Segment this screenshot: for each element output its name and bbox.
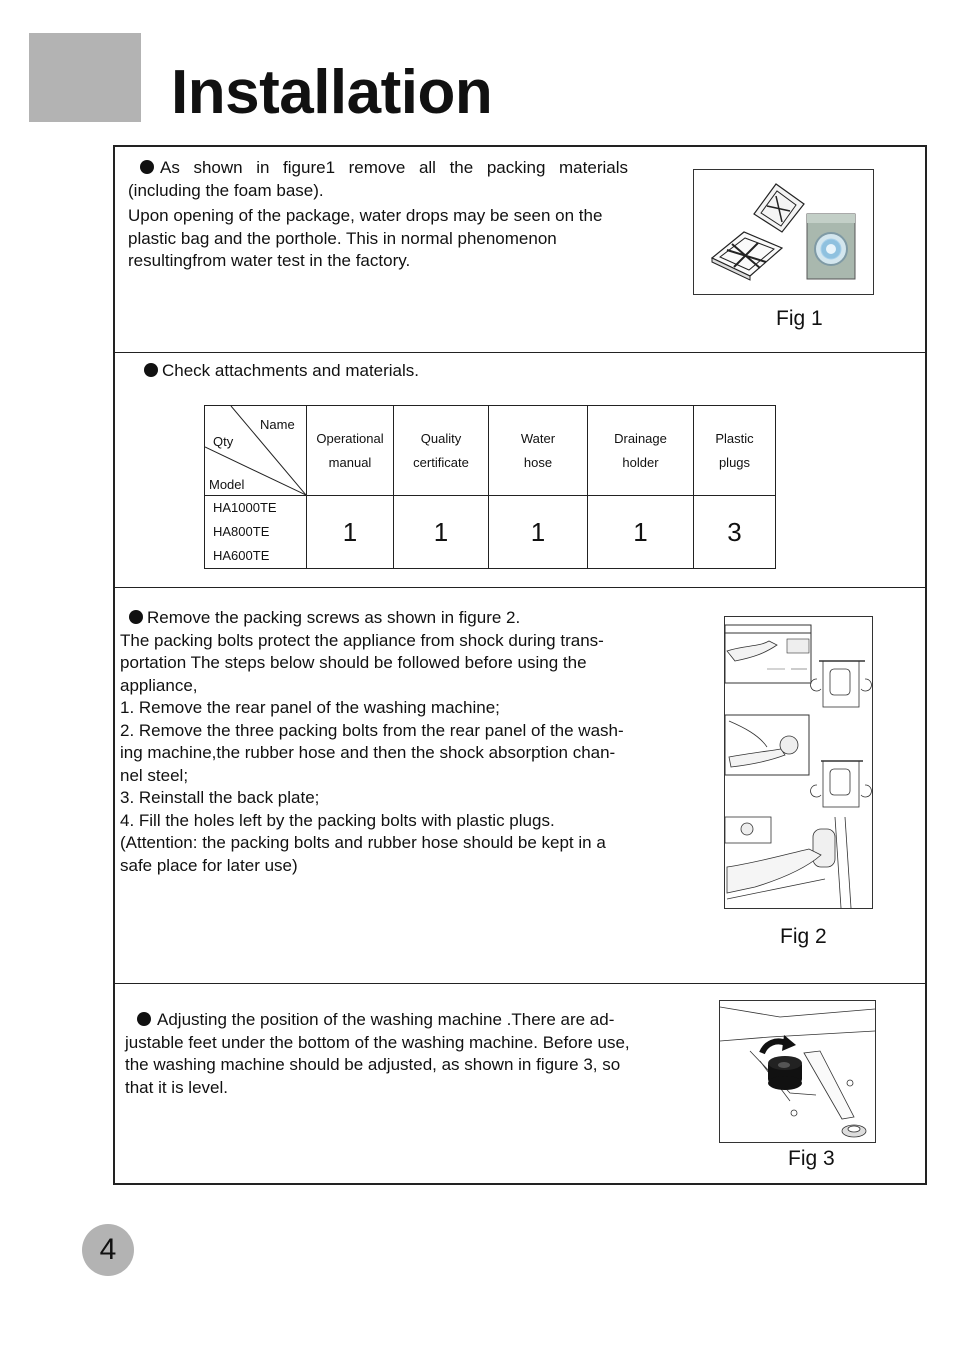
text-line: safe place for later use)	[120, 855, 298, 875]
figure-3-adjustable-feet	[719, 1000, 876, 1143]
text-line: The packing bolts protect the appliance from shock during trans-	[120, 630, 604, 650]
table-corner-cell	[205, 406, 307, 496]
header-gray-block	[29, 33, 141, 122]
adjustable-feet-illustration	[720, 1001, 875, 1142]
packing-bolts-illustration	[725, 617, 872, 908]
text-line: that it is level.	[125, 1077, 228, 1097]
section1-bullet-text: As shown in figure1 remove all the packing materials (including the foam base).	[128, 158, 628, 200]
section-divider	[115, 587, 925, 588]
text-line: 4. Fill the holes left by the packing bolts with plastic plugs.	[120, 810, 555, 830]
column-header: Drainage holder	[588, 406, 694, 496]
corner-label-name: Name	[260, 417, 295, 432]
column-header: Quality certificate	[394, 406, 489, 496]
section1-text	[128, 157, 628, 273]
text-line: portation The steps below should be followed before using the	[120, 653, 587, 672]
quantity-cell: 3	[694, 496, 776, 569]
figure-3-caption: Fig 3	[788, 1147, 835, 1170]
text-line: 1. Remove the rear panel of the washing machine;	[120, 698, 500, 717]
text-line: justable feet under the bottom of the washing machine. Before use,	[125, 1032, 630, 1052]
text-line: the washing machine should be adjusted, as shown in figure 3, so	[125, 1055, 621, 1074]
section4-bullet-text: Adjusting the position of the washing machine .There are ad-	[157, 1010, 615, 1029]
quantity-cell: 1	[588, 496, 694, 569]
models-cell: HA1000TE HA800TE HA600TE	[205, 496, 307, 569]
section3-text	[120, 607, 660, 877]
figure-1-caption: Fig 1	[776, 307, 823, 330]
figure-1-packing-materials	[693, 169, 874, 295]
section3-bullet-text: Remove the packing screws as shown in figure 2.	[147, 608, 521, 627]
quantity-cell: 1	[489, 496, 588, 569]
column-header: Operational manual	[307, 406, 394, 496]
section2-text	[144, 360, 419, 383]
text-line: 2. Remove the three packing bolts from the rear panel of the wash-	[120, 720, 624, 740]
bullet-icon	[137, 1012, 151, 1026]
text-line: (Attention: the packing bolts and rubber hose should be kept in a	[120, 833, 606, 852]
column-header: Water hose	[489, 406, 588, 496]
content-frame	[113, 145, 927, 1185]
corner-label-model: Model	[209, 477, 245, 492]
attachments-table	[204, 405, 776, 569]
page-number: 4	[82, 1224, 134, 1276]
corner-label-qty: Qty	[213, 434, 234, 449]
text-line: 3. Reinstall the back plate;	[120, 788, 320, 807]
bullet-icon	[140, 160, 154, 174]
text-line: appliance,	[120, 675, 198, 695]
section-divider	[115, 352, 925, 353]
bullet-icon	[129, 610, 143, 624]
bullet-icon	[144, 363, 158, 377]
figure-2-packing-bolts	[724, 616, 873, 909]
text-line: ing machine,the rubber hose and then the shock absorption chan-	[120, 743, 616, 762]
text-line: nel steel;	[120, 765, 189, 785]
section2-bullet-text: Check attachments and materials.	[162, 361, 420, 380]
section1-paragraph: Upon opening of the package, water drops may be seen on the plastic bag and the porthole. This in normal phenomenon resultingfrom water test in the factory.	[128, 206, 603, 270]
quantity-cell: 1	[307, 496, 394, 569]
quantity-cell: 1	[394, 496, 489, 569]
figure-2-caption: Fig 2	[780, 925, 827, 948]
page-title: Installation	[171, 58, 493, 127]
section4-text	[125, 1009, 665, 1099]
column-header: Plastic plugs	[694, 406, 776, 496]
packing-materials-illustration	[694, 170, 873, 294]
section-divider	[115, 983, 925, 984]
